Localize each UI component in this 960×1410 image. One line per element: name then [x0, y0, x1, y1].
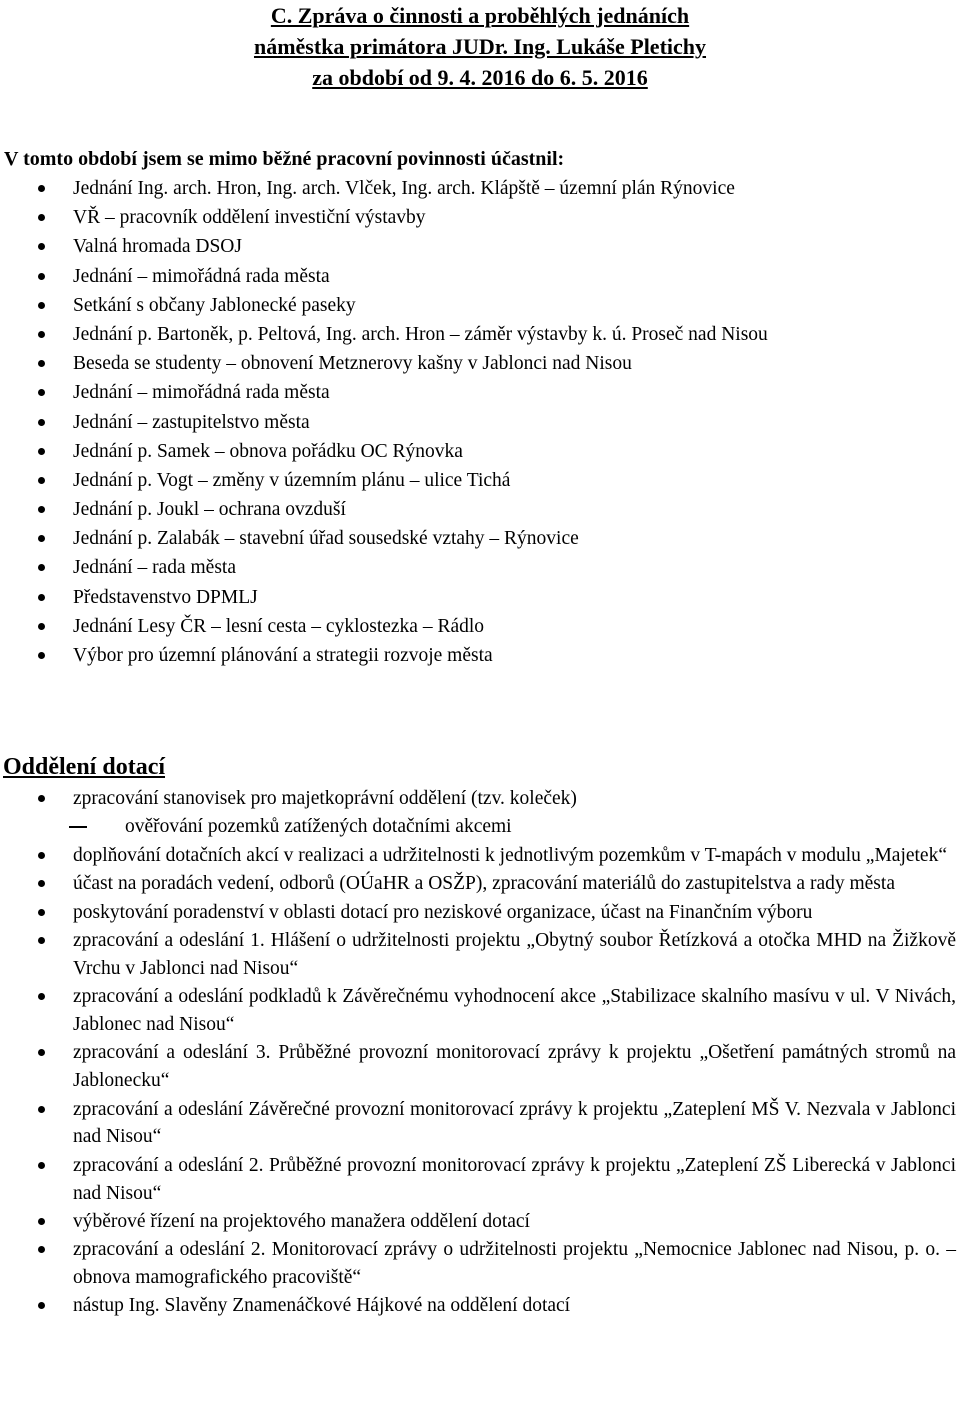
list-item: zpracování a odeslání 1. Hlášení o udržitelnosti projektu „Obytný soubor Řetízková a otočka MHD na Žižkově Vrchu v Jablonci nad Nisou“ — [0, 927, 958, 983]
list-item: Jednání p. Bartoněk, p. Peltová, Ing. arch. Hron – záměr výstavby k. ú. Proseč nad Nisou — [0, 320, 950, 349]
bullet-icon — [38, 1218, 45, 1225]
bullet-icon — [38, 623, 45, 630]
list-item: Představenstvo DPMLJ — [0, 583, 950, 612]
bullet-icon — [38, 448, 45, 455]
list-item: Jednání p. Vogt – změny v územním plánu – ulice Tichá — [0, 466, 950, 495]
bullet-icon — [38, 419, 45, 426]
bullet-icon — [38, 909, 45, 916]
list-item: VŘ – pracovník oddělení investiční výstavby — [0, 203, 950, 232]
list-item: Setkání s občany Jablonecké paseky — [0, 291, 950, 320]
list-item: Jednání – mimořádná rada města — [0, 262, 950, 291]
list-item: zpracování a odeslání 2. Průběžné provozní monitorovací zprávy k projektu „Zateplení ZŠ Liberecká v Jablonci nad Nisou“ — [0, 1152, 958, 1208]
bullet-icon — [38, 273, 45, 280]
bullet-icon — [38, 993, 45, 1000]
list-item: doplňování dotačních akcí v realizaci a udržitelnosti k jednotlivým pozemkům v T-mapách v modulu „Majetek“ — [0, 842, 958, 870]
list-item: Beseda se studenty – obnovení Metznerovy kašny v Jablonci nad Nisou — [0, 349, 950, 378]
department-heading: Oddělení dotací — [3, 754, 166, 780]
bullet-icon — [38, 652, 45, 659]
bullet-icon — [38, 185, 45, 192]
bullet-icon — [38, 564, 45, 571]
list-item: Jednání p. Samek – obnova pořádku OC Rýnovka — [0, 437, 950, 466]
list-item: zpracování a odeslání Závěrečné provozní monitorovací zprávy k projektu „Zateplení MŠ V. Nezvala v Jablonci nad Nisou“ — [0, 1096, 958, 1152]
bullet-icon — [38, 360, 45, 367]
list-item: Jednání Ing. arch. Hron, Ing. arch. Vlček, Ing. arch. Klápště – územní plán Rýnovice — [0, 174, 950, 203]
title-line-1: C. Zpráva o činnosti a proběhlých jednáních — [270, 3, 690, 28]
bullet-icon — [38, 214, 45, 221]
list-item: zpracování a odeslání podkladů k Závěrečnému vyhodnocení akce „Stabilizace skalního masívu v ul. V Nivách, Jablonec nad Nisou“ — [0, 983, 958, 1039]
list-item: Valná hromada DSOJ — [0, 232, 950, 261]
list-item: nástup Ing. Slavěny Znamenáčkové Hájkové na oddělení dotací — [0, 1292, 958, 1320]
list-item: Jednání p. Zalabák – stavební úřad sousedské vztahy – Rýnovice — [0, 524, 950, 553]
bullet-icon — [38, 795, 45, 802]
list-item: zpracování stanovisek pro majetkoprávní oddělení (tzv. koleček) — [0, 785, 958, 813]
bullet-icon — [38, 389, 45, 396]
bullet-icon — [38, 506, 45, 513]
list-item: zpracování a odeslání 2. Monitorovací zprávy o udržitelnosti projektu „Nemocnice Jablonec nad Nisou, p. o. – obnova mamografického pracoviště“ — [0, 1236, 958, 1292]
list-item: výběrové řízení na projektového manažera oddělení dotací — [0, 1208, 958, 1236]
bullet-icon — [38, 1049, 45, 1056]
list-item: poskytování poradenství v oblasti dotací pro neziskové organizace, účast na Finančním výboru — [0, 899, 958, 927]
bullet-icon — [38, 1246, 45, 1253]
department-list — [0, 785, 958, 1321]
bullet-icon — [38, 535, 45, 542]
bullet-icon — [38, 852, 45, 859]
bullet-icon — [38, 302, 45, 309]
list-item: účast na poradách vedení, odborů (OÚaHR a OSŽP), zpracování materiálů do zastupitelstva a rady města — [0, 870, 958, 898]
list-item: Jednání Lesy ČR – lesní cesta – cyklostezka – Rádlo — [0, 612, 950, 641]
bullet-icon — [38, 477, 45, 484]
bullet-icon — [38, 1302, 45, 1309]
meetings-list — [0, 174, 950, 670]
bullet-icon — [38, 937, 45, 944]
title-line-2: náměstka primátora JUDr. Ing. Lukáše Pletichy — [253, 34, 707, 59]
title-line-3: za období od 9. 4. 2016 do 6. 5. 2016 — [312, 65, 648, 90]
bullet-icon — [38, 331, 45, 338]
list-item: Jednání p. Joukl – ochrana ovzduší — [0, 495, 950, 524]
list-item: Jednání – rada města — [0, 553, 950, 582]
dash-icon — [69, 826, 87, 828]
list-item: Výbor pro územní plánování a strategii rozvoje města — [0, 641, 950, 670]
document-title — [0, 0, 960, 93]
list-subitem: ověřování pozemků zatížených dotačními akcemi — [0, 813, 958, 841]
list-item: Jednání – mimořádná rada města — [0, 378, 950, 407]
bullet-icon — [38, 1162, 45, 1169]
bullet-icon — [38, 1106, 45, 1113]
bullet-icon — [38, 243, 45, 250]
list-item: Jednání – zastupitelstvo města — [0, 408, 950, 437]
bullet-icon — [38, 880, 45, 887]
bullet-icon — [38, 594, 45, 601]
intro-text: V tomto období jsem se mimo běžné pracovní povinnosti účastnil: — [4, 148, 565, 170]
list-item: zpracování a odeslání 3. Průběžné provozní monitorovací zprávy k projektu „Ošetření památných stromů na Jablonecku“ — [0, 1039, 958, 1095]
